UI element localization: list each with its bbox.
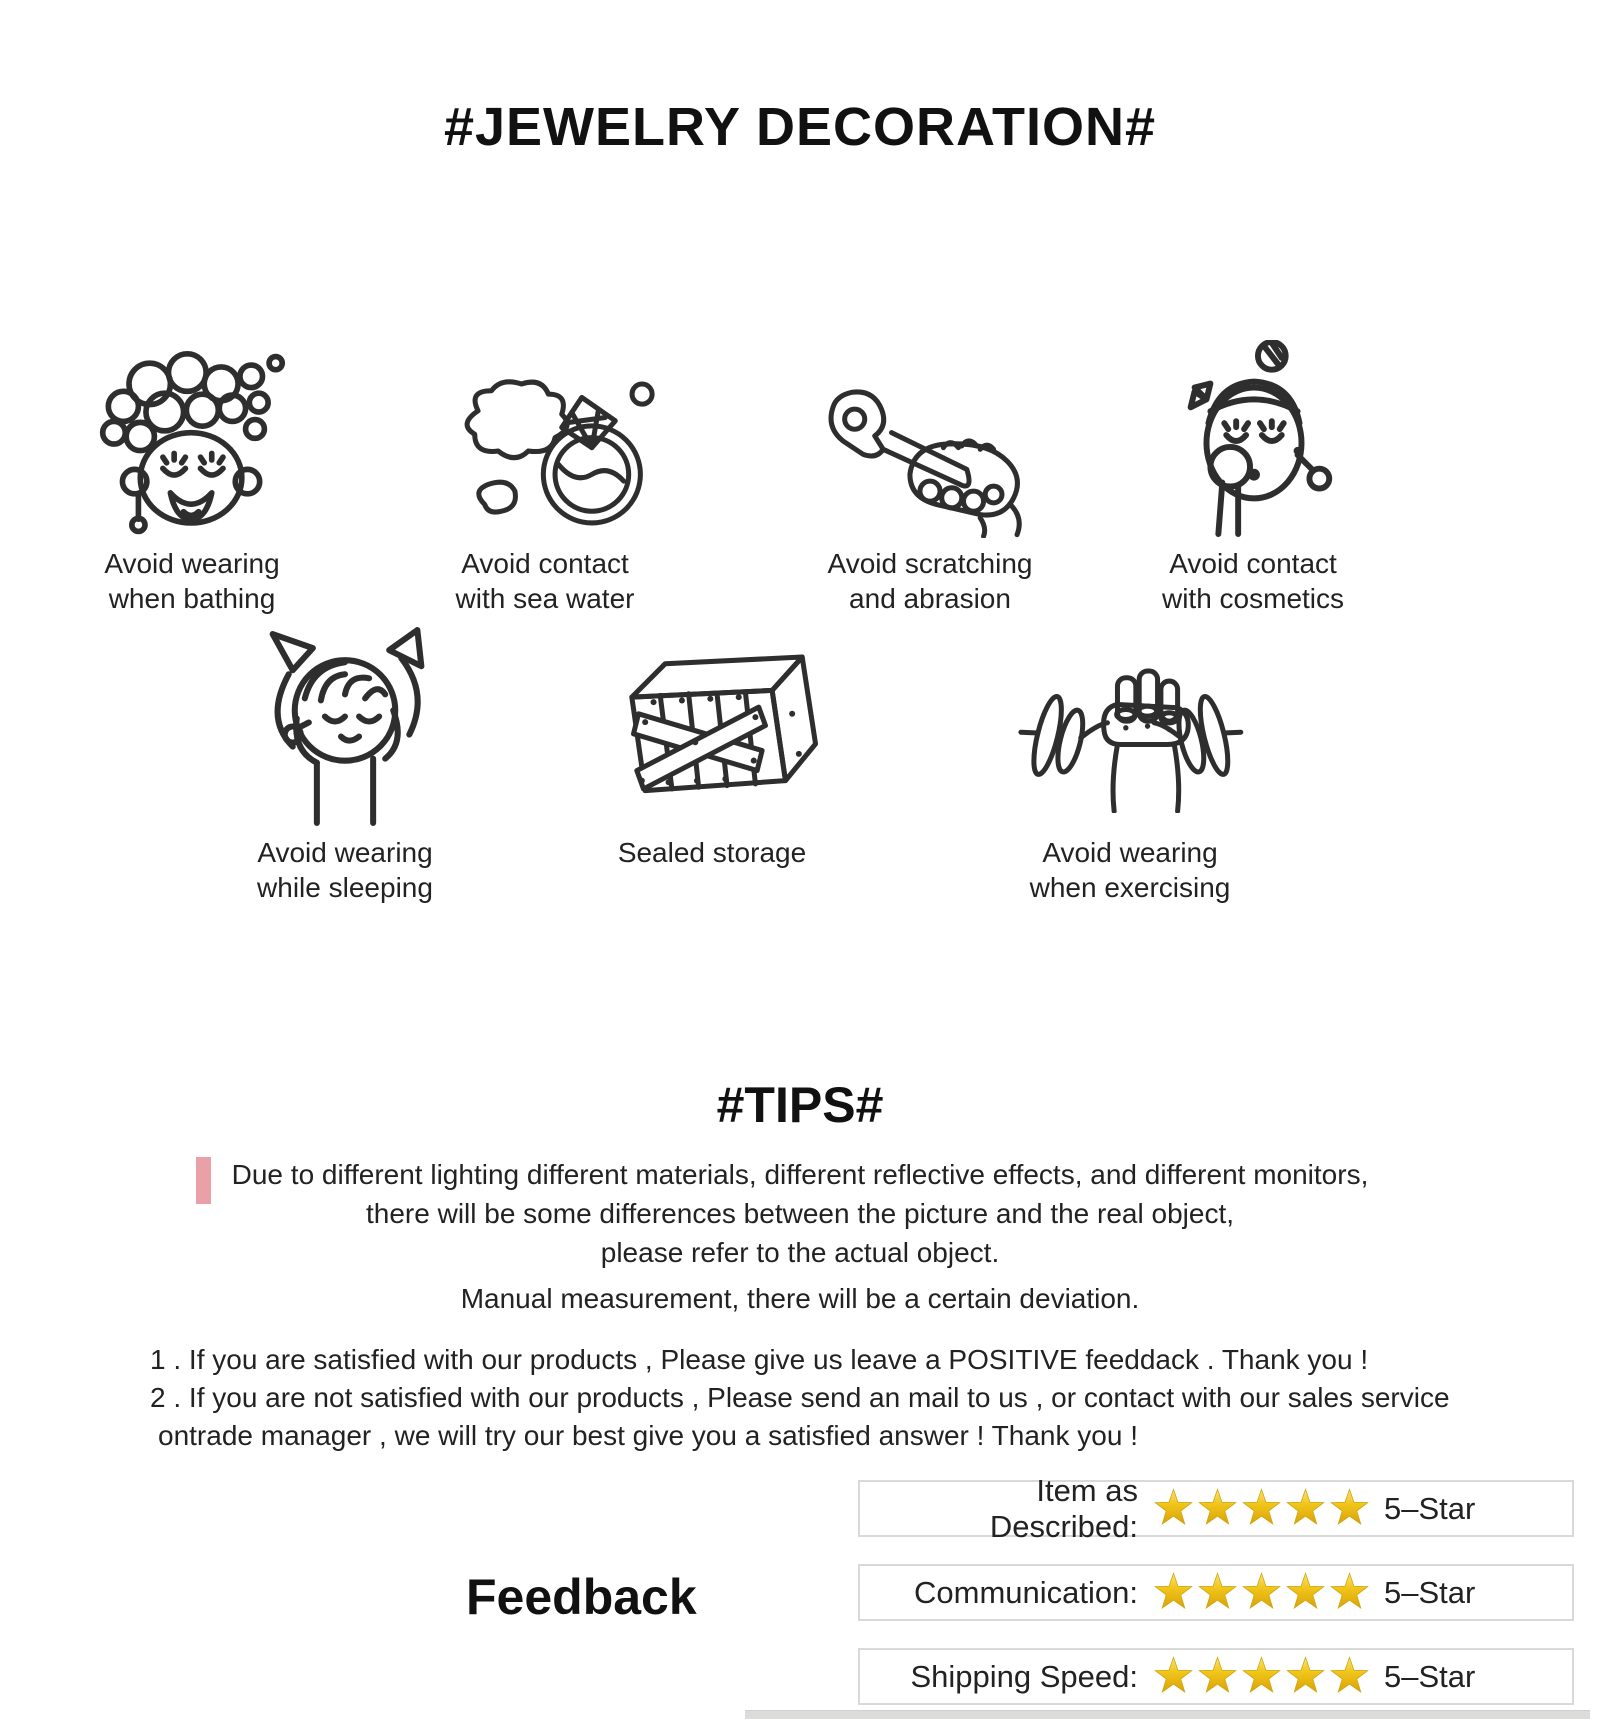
care-label-line: when bathing (108, 583, 276, 614)
tips-paragraph (0, 1155, 1600, 1272)
care-label-line: when exercising (1029, 872, 1231, 903)
star-icon (1152, 1488, 1195, 1529)
sleeping-icon (243, 622, 448, 827)
star-icon (1328, 1656, 1371, 1697)
rating-label: Communication: (914, 1574, 1138, 1610)
star-icon (1284, 1572, 1327, 1613)
page-title: #JEWELRY DECORATION# (443, 97, 1157, 157)
cutoff-element-edge (745, 1710, 1590, 1719)
rating-row-communication (858, 1564, 1574, 1621)
care-label-line: Avoid contact (1169, 548, 1337, 579)
star-icon (1240, 1488, 1283, 1529)
tips-list-line: ontrade manager , we will try our best give you a satisfied answer ! Thank you ! (158, 1420, 1138, 1451)
care-item-sleeping (243, 622, 448, 905)
care-item-seawater (425, 338, 665, 616)
tips-paragraph-line: Due to different lighting different materials, different reflective effects, and different monitors, (231, 1159, 1369, 1190)
care-label-line: with cosmetics (1161, 583, 1345, 614)
care-label-line: and abrasion (849, 583, 1011, 614)
tips-heading: #TIPS# (716, 1077, 884, 1133)
care-item-exercise (1000, 622, 1260, 905)
care-item-storage (595, 622, 830, 870)
care-label-line: with sea water (455, 583, 635, 614)
rating-label: Shipping Speed: (910, 1658, 1138, 1694)
star-icon (1284, 1488, 1327, 1529)
cosmetics-icon (1158, 338, 1348, 538)
care-label-line: Avoid contact (461, 548, 629, 579)
tips-note: Manual measurement, there will be a certain deviation. (460, 1283, 1140, 1314)
rating-value: 5–Star (1384, 1658, 1476, 1694)
rating-row-shipping-speed (858, 1648, 1574, 1705)
feedback-heading: Feedback (466, 1569, 697, 1625)
care-label-line: Avoid scratching (827, 548, 1033, 579)
star-icon (1152, 1656, 1195, 1697)
care-label-line: Sealed storage (617, 837, 807, 868)
rating-value: 5–Star (1384, 1490, 1476, 1526)
bathing-icon (87, 338, 297, 538)
tips-list-line: 1 . If you are satisfied with our products , Please give us leave a POSITIVE feeddack . Thank you ! (150, 1344, 1369, 1375)
star-icon (1240, 1656, 1283, 1697)
star-icon (1328, 1488, 1371, 1529)
star-icon (1196, 1572, 1239, 1613)
care-label-line: Avoid wearing (1042, 837, 1218, 868)
star-icon (1152, 1572, 1195, 1613)
tips-list (150, 1341, 1540, 1455)
star-icon (1284, 1656, 1327, 1697)
tips-paragraph-line: please refer to the actual object. (600, 1237, 1000, 1268)
rating-label: Item as Described: (989, 1472, 1138, 1544)
star-rating (1152, 1572, 1372, 1613)
scratch-icon (810, 338, 1050, 538)
star-rating (1152, 1656, 1372, 1697)
tips-list-line: 2 . If you are not satisfied with our products , Please send an mail to us , or contact with our sales service (150, 1382, 1450, 1413)
tips-paragraph-line: there will be some differences between the picture and the real object, (366, 1198, 1234, 1229)
care-item-scratch (810, 338, 1050, 616)
care-item-cosmetics (1158, 338, 1348, 616)
storage-icon (595, 622, 830, 827)
exercise-icon (1000, 622, 1260, 827)
star-icon (1240, 1572, 1283, 1613)
care-label-line: while sleeping (257, 872, 433, 903)
star-rating (1152, 1488, 1372, 1529)
care-label-line: Avoid wearing (257, 837, 433, 868)
star-icon (1328, 1572, 1371, 1613)
star-icon (1196, 1488, 1239, 1529)
care-label-line: Avoid wearing (104, 548, 280, 579)
rating-value: 5–Star (1384, 1574, 1476, 1610)
care-item-bathing (87, 338, 297, 616)
rating-row-item-as-described (858, 1472, 1574, 1544)
seawater-icon (425, 338, 665, 538)
star-icon (1196, 1656, 1239, 1697)
